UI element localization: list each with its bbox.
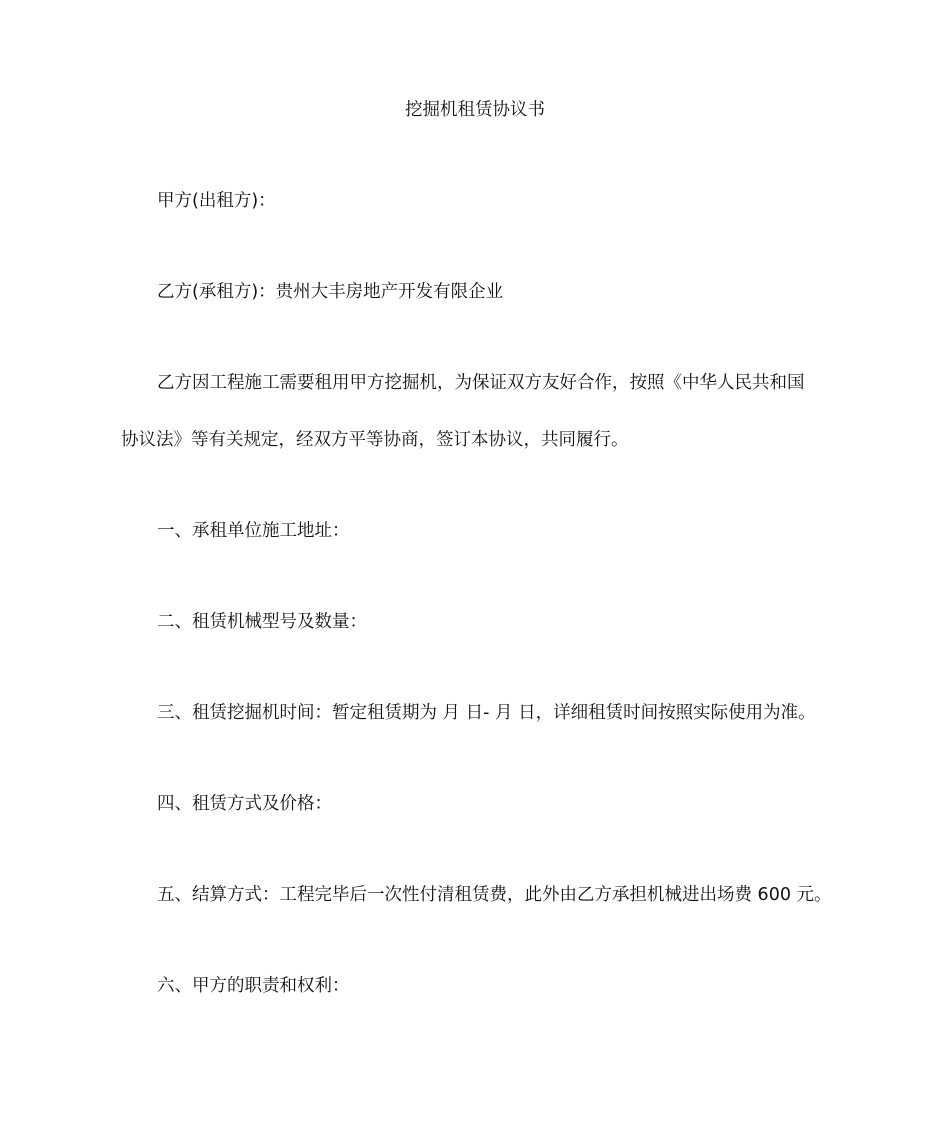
document-title: 挖掘机租赁协议书 — [405, 100, 545, 120]
clause-3: 三、租赁挖掘机时间：暂定租赁期为 月 日- 月 日，详细租赁时间按照实际使用为准。 — [157, 703, 816, 723]
clause-5: 五、结算方式：工程完毕后一次性付清租赁费，此外由乙方承担机械进出场费 600 元。 — [157, 885, 832, 905]
party-b-line: 乙方(承租方)：贵州大丰房地产开发有限企业 — [157, 282, 504, 302]
clause-2: 二、租赁机械型号及数量： — [157, 612, 367, 632]
preamble-line-1: 乙方因工程施工需要租用甲方挖掘机，为保证双方友好合作，按照《中华人民共和国 — [157, 373, 805, 393]
party-a-line: 甲方(出租方)： — [157, 191, 276, 211]
preamble-line-2: 协议法》等有关规定，经双方平等协商，签订本协议，共同履行。 — [121, 430, 629, 450]
clause-6: 六、甲方的职责和权利： — [157, 976, 350, 996]
clause-1: 一、承租单位施工地址： — [157, 521, 350, 541]
clause-4: 四、租赁方式及价格： — [157, 794, 332, 814]
